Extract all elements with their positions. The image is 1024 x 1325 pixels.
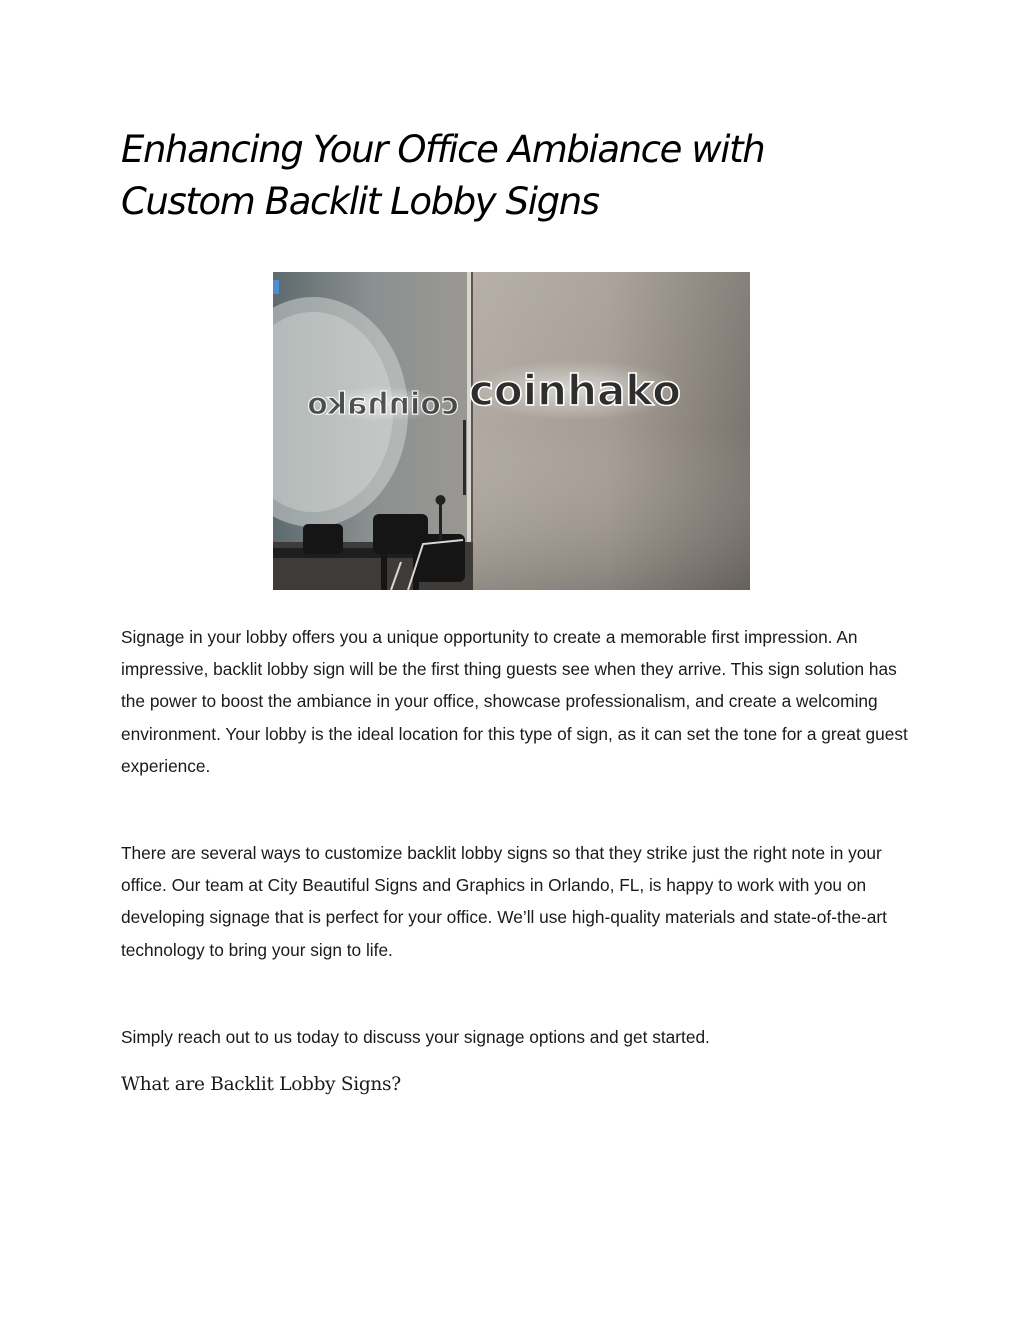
paragraph-customization: There are several ways to customize backlit lobby signs so that they strike just the right note in your office. Our team at City Beautiful Signs and Graphics in Orlando, FL, is happy to work with you on developing signage that is perfect for your office. We’ll use high-quality materials and state-of-the-art technology to bring your sign to life. <box>121 843 887 960</box>
coinhako-sign-text: coinhako <box>469 366 681 415</box>
paragraph-call-to-action: Simply reach out to us today to discuss your signage options and get started. <box>121 1027 710 1047</box>
article-title <box>121 124 921 228</box>
paragraph-intro: Signage in your lobby offers you a unique opportunity to create a memorable first impression. An impressive, backlit lobby sign will be the first thing guests see when they arrive. This sign solution has the power to boost the ambiance in your office, showcase professionalism, and create a welcoming environment. Your lobby is the ideal location for this type of sign, as it can set the tone for a great guest experience. <box>121 627 908 776</box>
article-title-line-1: Enhancing Your Office Ambiance with <box>121 128 765 171</box>
article-title-line-2: Custom Backlit Lobby Signs <box>121 180 599 223</box>
svg-text:coinhako: coinhako <box>307 387 459 422</box>
section-heading: What are Backlit Lobby Signs? <box>121 1074 401 1095</box>
lobby-sign-photo <box>273 272 750 590</box>
